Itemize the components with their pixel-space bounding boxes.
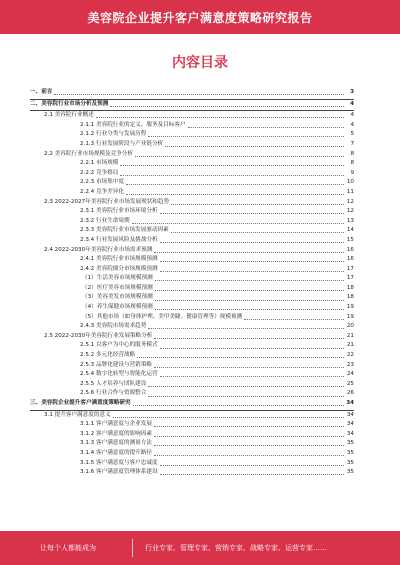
toc-entry[interactable] [30, 111, 354, 121]
toc-entry[interactable] [30, 88, 354, 98]
toc-entry-title: 2.5.3 品牌化建设与营销策略 [80, 361, 152, 368]
toc-entry-title: （3）美容美发市场规模预测 [82, 294, 153, 301]
toc-entry-title: 三、美容院企业提升客户满意度策略研究 [30, 400, 131, 406]
toc-entry-title: 3.1.3 客户满意度的测量方法 [80, 440, 152, 447]
toc-entry-page: 12 [346, 208, 354, 215]
toc-entry-page: 4 [350, 121, 354, 128]
toc-entry-page: 7 [350, 140, 354, 147]
toc-entry-page: 24 [346, 371, 354, 378]
toc-entry[interactable] [30, 217, 354, 227]
toc-entry-page: 34 [346, 400, 354, 406]
toc-entry[interactable] [30, 255, 354, 265]
toc-dot-leader [154, 455, 344, 456]
toc-dot-leader [155, 300, 344, 301]
toc-dot-leader [160, 465, 344, 466]
toc-entry-page: 8 [350, 150, 354, 157]
toc-entry-title: 3.1.2 客户满意度的影响因素 [80, 430, 152, 437]
toc-entry-title: 2.4.3 美容院市场需求趋势 [80, 323, 147, 330]
toc-dot-leader [160, 242, 344, 243]
toc-entry[interactable] [30, 100, 354, 110]
footer-bar [0, 531, 400, 565]
toc-entry[interactable] [30, 430, 354, 440]
toc-dot-leader [155, 280, 344, 281]
toc-entry-page: 21 [346, 342, 354, 349]
toc-dot-leader [171, 204, 344, 205]
toc-entry-page: 25 [346, 380, 354, 387]
toc-entry-title: （2）医疗美容市场规模预测 [82, 284, 153, 291]
toc-entry-title: 3.1 提升客户满意度的意义 [44, 411, 111, 418]
toc-entry-page: 35 [346, 440, 354, 447]
toc-dot-leader [160, 348, 344, 349]
toc-entry[interactable] [30, 449, 354, 459]
toc-entry[interactable] [30, 399, 354, 409]
toc-entry-page: 19 [346, 313, 354, 320]
toc-entry-title: 2.1.2 行业分类与发展历程 [80, 131, 147, 138]
toc-entry[interactable] [30, 188, 354, 198]
toc-entry-title: 3.1.4 客户满意度的提升路径 [80, 449, 152, 456]
footer-slogan: 让每个人都能成为 [40, 544, 96, 552]
toc-entry[interactable] [30, 246, 354, 256]
toc-dot-leader [160, 213, 344, 214]
toc-entry[interactable] [30, 178, 354, 188]
toc-entry-page: 17 [346, 275, 354, 282]
toc-entry[interactable] [30, 459, 354, 469]
toc-entry-page: 10 [346, 179, 354, 186]
toc-entry-title: 一、前言 [30, 89, 53, 95]
toc-entry[interactable] [30, 380, 354, 390]
toc-entry[interactable] [30, 207, 354, 217]
toc-entry-page: 35 [346, 449, 354, 456]
toc-entry-page: 17 [346, 265, 354, 272]
toc-entry-title: 2.2.3 市场集中度 [80, 179, 124, 186]
toc-entry-page: 9 [350, 169, 354, 176]
toc-entry-title: 2.5.5 人才培养与团队建设 [80, 380, 147, 387]
toc-entry-title: 2.5.6 行业合作与资源整合 [80, 390, 147, 397]
toc-entry-page: 34 [346, 421, 354, 428]
toc-entry[interactable] [30, 150, 354, 160]
toc-dot-leader [160, 271, 344, 272]
toc-entry-title: 2.5.1 以客户为中心的服务模式 [80, 342, 158, 349]
toc-entry-page: 8 [350, 160, 354, 167]
report-title: 美容院企业提升客户满意度策略研究报告 [87, 10, 313, 25]
toc-entry[interactable] [30, 370, 354, 380]
toc-entry-title: 2.4.1 美容院行业市场规模预测 [80, 256, 158, 263]
toc-entry-page: 34 [346, 430, 354, 437]
toc-entry[interactable] [30, 140, 354, 150]
toc-dot-leader [54, 94, 344, 95]
toc-entry-page: 4 [350, 112, 354, 119]
toc-entry-title: 3.1.6 客户满意度管理体系建设 [80, 469, 158, 476]
toc-entry[interactable] [30, 198, 354, 208]
toc-entry-page: 35 [346, 459, 354, 466]
toc-entry-page: 21 [346, 332, 354, 339]
toc-entry-title: 2.3.4 行业发展风险及挑战分析 [80, 236, 158, 243]
toc-entry-page: 18 [346, 284, 354, 291]
toc-dot-leader [137, 357, 344, 358]
toc-entry[interactable] [30, 332, 354, 342]
toc-entry-title: （1）生活美容市场规模预测 [82, 275, 153, 282]
toc-entry-page: 26 [346, 390, 354, 397]
toc-dot-leader [154, 367, 344, 368]
toc-dot-leader [148, 328, 344, 329]
toc-dot-leader [154, 445, 344, 446]
toc-entry-page: 20 [346, 323, 354, 330]
toc-dot-leader [148, 386, 344, 387]
toc-dot-leader [113, 417, 344, 418]
toc-entry[interactable] [30, 313, 354, 323]
toc-entry[interactable] [30, 121, 354, 131]
footer-divider [132, 539, 133, 557]
toc-entry[interactable] [30, 351, 354, 361]
toc-entry-title: 3.1.1 客户满意度与企业发展 [80, 421, 152, 428]
toc-dot-leader [126, 184, 344, 185]
toc-dot-leader [120, 165, 344, 166]
toc-entry[interactable] [30, 226, 354, 236]
toc-entry-page: 16 [346, 246, 354, 253]
toc-dot-leader [133, 405, 344, 406]
toc-dot-leader [148, 396, 344, 397]
toc-entry-page: 14 [346, 227, 354, 234]
toc-entry[interactable] [30, 322, 354, 332]
toc-dot-leader [154, 252, 344, 253]
toc-entry-title: 3.1.5 客户满意度与客户忠诚度 [80, 459, 158, 466]
toc-entry[interactable] [30, 439, 354, 449]
toc-entry-page: 11 [346, 188, 354, 195]
toc-dot-leader [135, 156, 344, 157]
toc-entry[interactable] [30, 274, 354, 284]
toc-entry-title: 2.5 2022-2030年美容院行业发展策略分析 [44, 332, 153, 339]
header-bar [0, 0, 400, 34]
toc-dot-leader [171, 232, 344, 233]
toc-entry-page: 18 [346, 294, 354, 301]
toc-dot-leader [154, 436, 344, 437]
toc-entry[interactable] [30, 169, 354, 179]
toc-entry-title: 2.1 美容院行业概述 [44, 112, 94, 119]
toc-entry-title: 2.4.2 美容院细分市场规模预测 [80, 265, 158, 272]
toc-entry-title: 2.3.1 美容院行业市场环境分析 [80, 208, 158, 215]
toc-entry[interactable] [30, 265, 354, 275]
toc-entry-page: 15 [346, 236, 354, 243]
toc-dot-leader [148, 136, 344, 137]
toc-entry-title: 2.5.4 数字化转型与智能化运营 [80, 371, 158, 378]
toc-dot-leader [165, 146, 344, 147]
table-of-contents [30, 88, 354, 478]
toc-entry-page: 19 [346, 304, 354, 311]
footer-tagline: 行业专家、管理专家、营销专家、战略专家、运营专家…… [145, 544, 327, 552]
toc-entry[interactable] [30, 303, 354, 313]
toc-entry-page: 35 [346, 469, 354, 476]
toc-entry[interactable] [30, 284, 354, 294]
toc-entry-page: 5 [350, 131, 354, 138]
toc-dot-leader [154, 338, 344, 339]
toc-entry-title: 2.2.2 竞争格局 [80, 169, 119, 176]
toc-entry-title: 2.1.1 美容院行业的定义、服务及目标客户 [80, 121, 186, 128]
toc-entry-page: 16 [346, 256, 354, 263]
toc-entry[interactable] [30, 389, 354, 399]
toc-entry[interactable] [30, 420, 354, 430]
toc-entry-title: （4）养生保健市场规模预测 [82, 304, 153, 311]
toc-dot-leader [155, 309, 344, 310]
toc-entry[interactable] [30, 411, 354, 421]
toc-entry-title: 2.3 2022-2027年美容院行业市场发展现状和趋势 [44, 198, 170, 205]
toc-entry-page: 4 [350, 100, 354, 107]
toc-dot-leader [110, 106, 344, 107]
toc-entry-title: 2.3.2 行业生命周期 [80, 217, 130, 224]
toc-dot-leader [160, 261, 344, 262]
toc-entry-page: 13 [346, 217, 354, 224]
toc-entry[interactable] [30, 468, 354, 478]
toc-entry-title: 2.2 美容院行业市场规模及竞争分析 [44, 150, 133, 157]
toc-entry-page: 34 [346, 411, 354, 418]
toc-entry-page: 23 [346, 361, 354, 368]
toc-entry[interactable] [30, 361, 354, 371]
toc-entry-title: 2.2.1 市场规模 [80, 160, 119, 167]
toc-entry-title: 2.3.3 美容院行业市场发展驱动因素 [80, 227, 169, 234]
toc-entry[interactable] [30, 341, 354, 351]
toc-entry[interactable] [30, 130, 354, 140]
toc-entry-page: 3 [350, 89, 354, 95]
toc-entry-title: 2.1.3 行业发展阶段与产业链分析 [80, 140, 164, 147]
toc-dot-leader [244, 319, 344, 320]
toc-dot-leader [160, 376, 344, 377]
toc-dot-leader [132, 223, 344, 224]
toc-entry-title: （5）其他市场（如身体护理、美甲美睫、健康管理等）规模预测 [82, 313, 243, 320]
toc-dot-leader [160, 474, 344, 475]
toc-entry-page: 12 [346, 198, 354, 205]
toc-dot-leader [120, 175, 344, 176]
toc-dot-leader [154, 426, 344, 427]
toc-entry[interactable] [30, 293, 354, 303]
toc-entry-title: 二、美容院行业市场分析及预测 [30, 100, 109, 107]
toc-entry-title: 2.2.4 竞争差异化 [80, 188, 124, 195]
toc-entry-page: 22 [346, 352, 354, 359]
toc-entry[interactable] [30, 159, 354, 169]
toc-entry-title: 2.5.2 多元化经营战略 [80, 352, 136, 359]
toc-dot-leader [188, 127, 344, 128]
toc-dot-leader [126, 194, 344, 195]
toc-dot-leader [96, 117, 344, 118]
toc-entry-title: 2.4 2022-2030年美容院行业市场需求预测 [44, 246, 153, 253]
page-title: 内容目录 [172, 55, 228, 71]
toc-entry[interactable] [30, 236, 354, 246]
toc-dot-leader [155, 290, 344, 291]
